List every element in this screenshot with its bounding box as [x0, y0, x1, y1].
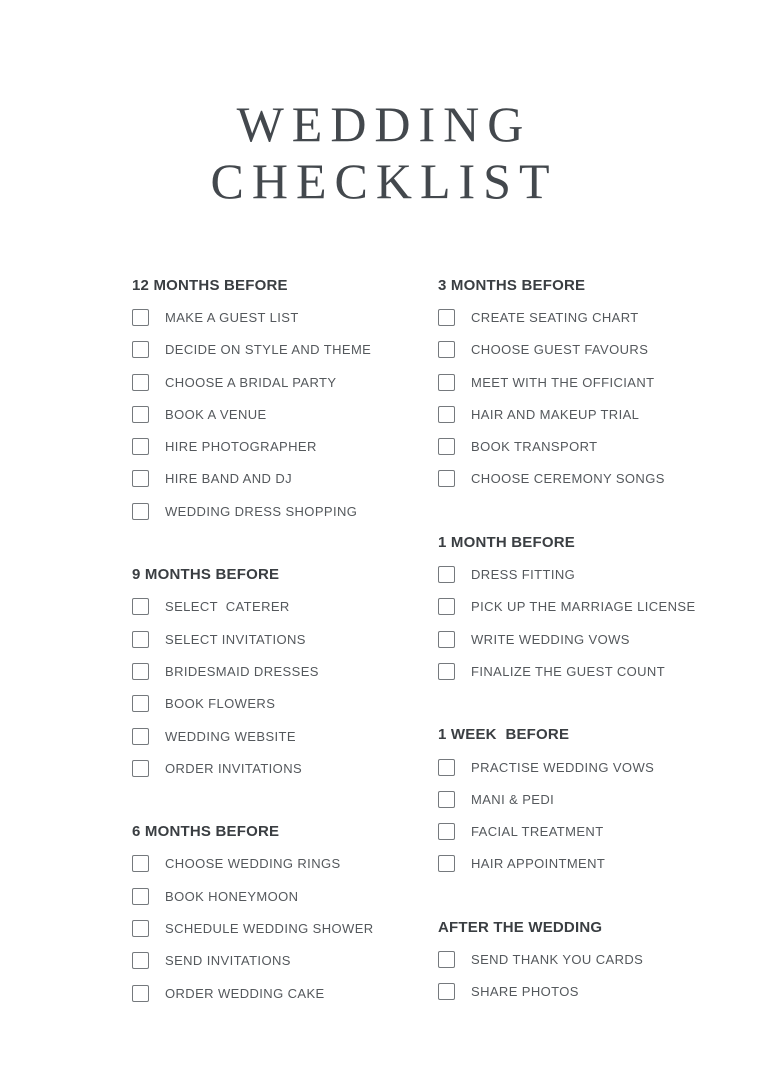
checklist-item: [438, 783, 768, 815]
checkbox-icon[interactable]: [132, 309, 149, 326]
checklist-item: [438, 430, 768, 462]
checklist-item-label: SEND THANK YOU CARDS: [471, 951, 644, 967]
checklist-item-label: BOOK A VENUE: [165, 406, 267, 422]
checkbox-icon[interactable]: [132, 985, 149, 1002]
checklist-item: [132, 495, 438, 527]
checklist-item: [132, 752, 438, 784]
checklist-item-label: FACIAL TREATMENT: [471, 824, 604, 840]
checkbox-icon[interactable]: [132, 952, 149, 969]
checklist-item: [438, 398, 768, 430]
section-right-0: [438, 269, 768, 495]
checklist-item: [438, 623, 768, 655]
checkbox-icon[interactable]: [132, 598, 149, 615]
checklist-item: [132, 301, 438, 333]
checklist-item-label: ORDER INVITATIONS: [165, 760, 303, 776]
section-heading: 1 MONTH BEFORE: [438, 533, 575, 551]
checklist-item-label: HIRE BAND AND DJ: [165, 471, 293, 487]
checkbox-icon[interactable]: [132, 341, 149, 358]
checklist-item-label: FINALIZE THE GUEST COUNT: [471, 663, 666, 679]
checkbox-icon[interactable]: [132, 374, 149, 391]
checklist-item: [132, 334, 438, 366]
checklist-item: [132, 463, 438, 495]
checklist-item: [438, 301, 768, 333]
checklist-item-label: PICK UP THE MARRIAGE LICENSE: [471, 599, 696, 615]
checklist-item-label: SHARE PHOTOS: [471, 984, 579, 1000]
checkbox-icon[interactable]: [438, 309, 455, 326]
checkbox-icon[interactable]: [438, 663, 455, 680]
checkbox-icon[interactable]: [438, 566, 455, 583]
checklist-item: [132, 688, 438, 720]
checklist-item: [132, 430, 438, 462]
section-left-0: [132, 269, 438, 527]
checklist-item-label: DRESS FITTING: [471, 567, 576, 583]
checklist-columns: [0, 269, 768, 1040]
checklist-item: [132, 945, 438, 977]
page-title: [0, 0, 768, 210]
checklist-item-label: MEET WITH THE OFFICIANT: [471, 374, 655, 390]
section-heading: 9 MONTHS BEFORE: [132, 566, 280, 584]
checklist-item-label: CHOOSE CEREMONY SONGS: [471, 471, 665, 487]
checklist-item-label: BRIDESMAID DRESSES: [165, 663, 319, 679]
checkbox-icon[interactable]: [438, 406, 455, 423]
checklist-item: [438, 943, 768, 975]
checkbox-icon[interactable]: [132, 438, 149, 455]
checkbox-icon[interactable]: [438, 759, 455, 776]
column-right: [438, 269, 768, 1040]
checklist-item: [438, 655, 768, 687]
checkbox-icon[interactable]: [132, 406, 149, 423]
section-heading: 6 MONTHS BEFORE: [132, 823, 280, 841]
checklist-item-label: HIRE PHOTOGRAPHER: [165, 439, 317, 455]
checkbox-icon[interactable]: [438, 374, 455, 391]
checkbox-icon[interactable]: [132, 728, 149, 745]
checkbox-icon[interactable]: [438, 438, 455, 455]
checklist-item-label: SCHEDULE WEDDING SHOWER: [165, 920, 374, 936]
checklist-item-label: SEND INVITATIONS: [165, 953, 291, 969]
section-left-2: [132, 815, 438, 1009]
checklist-item-label: BOOK TRANSPORT: [471, 439, 598, 455]
checkbox-icon[interactable]: [438, 983, 455, 1000]
checkbox-icon[interactable]: [438, 855, 455, 872]
checklist-item-label: CREATE SEATING CHART: [471, 309, 639, 325]
checkbox-icon[interactable]: [132, 470, 149, 487]
checklist-item-label: SELECT CATERER: [165, 599, 290, 615]
checkbox-icon[interactable]: [438, 341, 455, 358]
checkbox-icon[interactable]: [132, 920, 149, 937]
checklist-item-label: SELECT INVITATIONS: [165, 631, 306, 647]
title-line-1: WEDDING: [236, 96, 532, 152]
checklist-item-label: PRACTISE WEDDING VOWS: [471, 759, 655, 775]
checkbox-icon[interactable]: [132, 631, 149, 648]
checklist-item: [132, 398, 438, 430]
column-left: [132, 269, 438, 1040]
checklist-item-label: WEDDING DRESS SHOPPING: [165, 503, 358, 519]
checklist-item: [132, 880, 438, 912]
checkbox-icon[interactable]: [438, 951, 455, 968]
checklist-item-label: BOOK FLOWERS: [165, 696, 276, 712]
checkbox-icon[interactable]: [438, 791, 455, 808]
checklist-item: [438, 815, 768, 847]
checkbox-icon[interactable]: [132, 695, 149, 712]
checkbox-icon[interactable]: [438, 598, 455, 615]
section-right-1: [438, 526, 768, 687]
checklist-item: [132, 912, 438, 944]
checklist-item: [438, 976, 768, 1008]
checkbox-icon[interactable]: [132, 855, 149, 872]
checklist-item-label: WEDDING WEBSITE: [165, 728, 296, 744]
checklist-item: [132, 623, 438, 655]
checklist-item-label: ORDER WEDDING CAKE: [165, 985, 325, 1001]
checklist-item-label: WRITE WEDDING VOWS: [471, 631, 630, 647]
section-right-3: [438, 911, 768, 1008]
checklist-item-label: CHOOSE WEDDING RINGS: [165, 856, 341, 872]
checklist-item-label: MAKE A GUEST LIST: [165, 309, 299, 325]
section-right-2: [438, 719, 768, 880]
checklist-item: [438, 366, 768, 398]
checklist-item: [132, 977, 438, 1009]
checklist-item-label: HAIR AND MAKEUP TRIAL: [471, 406, 640, 422]
checklist-item-label: MANI & PEDI: [471, 791, 555, 807]
checklist-item: [438, 751, 768, 783]
checklist-item-label: HAIR APPOINTMENT: [471, 856, 606, 872]
checkbox-icon[interactable]: [132, 503, 149, 520]
section-heading: 12 MONTHS BEFORE: [132, 276, 288, 294]
checklist-item: [132, 720, 438, 752]
checklist-item: [438, 463, 768, 495]
checklist-item: [132, 848, 438, 880]
checkbox-icon[interactable]: [438, 470, 455, 487]
checklist-item: [438, 334, 768, 366]
checklist-item: [132, 655, 438, 687]
checklist-item: [132, 366, 438, 398]
checklist-item-label: CHOOSE GUEST FAVOURS: [471, 342, 649, 358]
checklist-item: [132, 591, 438, 623]
checklist-item-label: CHOOSE A BRIDAL PARTY: [165, 374, 337, 390]
section-heading: 1 WEEK BEFORE: [438, 726, 570, 744]
checkbox-icon[interactable]: [438, 823, 455, 840]
checklist-item: [438, 591, 768, 623]
checklist-item: [438, 848, 768, 880]
title-line-2: CHECKLIST: [210, 153, 558, 209]
section-left-1: [132, 558, 438, 784]
checkbox-icon[interactable]: [438, 631, 455, 648]
checklist-item-label: DECIDE ON STYLE AND THEME: [165, 342, 372, 358]
section-heading: 3 MONTHS BEFORE: [438, 276, 586, 294]
section-heading: AFTER THE WEDDING: [438, 918, 603, 936]
checkbox-icon[interactable]: [132, 760, 149, 777]
checkbox-icon[interactable]: [132, 888, 149, 905]
checklist-item: [438, 558, 768, 590]
checklist-item-label: BOOK HONEYMOON: [165, 888, 299, 904]
checkbox-icon[interactable]: [132, 663, 149, 680]
